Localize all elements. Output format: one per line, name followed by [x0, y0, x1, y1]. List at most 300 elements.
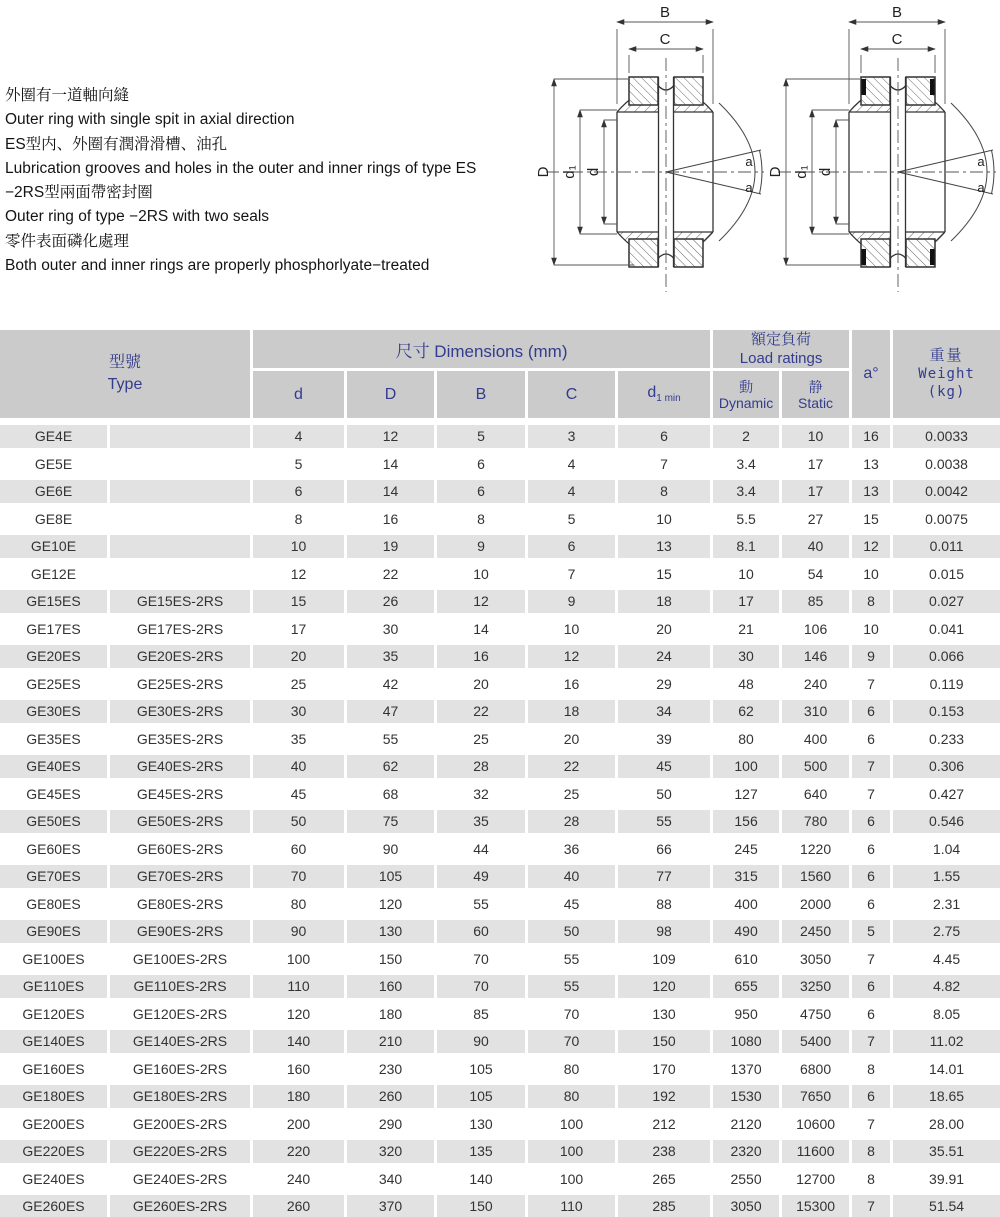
- cell-type: GE120ES: [0, 1003, 110, 1031]
- table-row: [0, 1195, 1000, 1217]
- d1-subscript: 1 min: [656, 393, 681, 405]
- cell-type-2rs: GE160ES-2RS: [110, 1058, 253, 1086]
- cell-angle: 6: [852, 893, 893, 921]
- cell-d1-min: 50: [618, 783, 713, 811]
- cell-d: 40: [253, 755, 347, 783]
- cell-weight: 0.153: [893, 700, 1000, 728]
- cell-type: GE5E: [0, 453, 110, 481]
- cell-angle: 7: [852, 1030, 893, 1058]
- cell-weight: 4.45: [893, 948, 1000, 976]
- cell-angle: 12: [852, 535, 893, 563]
- cell-d1-min: 265: [618, 1168, 713, 1196]
- cell-C: 100: [528, 1140, 618, 1168]
- cell-d: 30: [253, 700, 347, 728]
- cell-weight: 4.82: [893, 975, 1000, 1003]
- cell-angle: 7: [852, 755, 893, 783]
- weight-header-zh: 重量: [929, 347, 964, 364]
- cell-load-dynamic: 950: [713, 1003, 782, 1031]
- cell-d1-min: 130: [618, 1003, 713, 1031]
- cell-type: GE60ES: [0, 838, 110, 866]
- note-line: Outer ring of type −2RS with two seals: [5, 208, 270, 226]
- note-line: −2RS型兩面帶密封圈: [5, 184, 153, 202]
- cell-B: 16: [437, 645, 528, 673]
- cell-load-static: 40: [782, 535, 852, 563]
- note-line: 外圈有一道軸向縫: [5, 87, 130, 104]
- cell-weight: 18.65: [893, 1085, 1000, 1113]
- cell-d: 50: [253, 810, 347, 838]
- cell-B: 130: [437, 1113, 528, 1141]
- cell-angle: 8: [852, 1168, 893, 1196]
- cell-D: 42: [347, 673, 437, 701]
- table-row: [0, 535, 1000, 563]
- cell-C: 36: [528, 838, 618, 866]
- cell-weight: 39.91: [893, 1168, 1000, 1196]
- cell-weight: 51.54: [893, 1195, 1000, 1217]
- cell-B: 55: [437, 893, 528, 921]
- cell-C: 16: [528, 673, 618, 701]
- type-header-zh: 型號: [108, 354, 141, 371]
- table-row: [0, 810, 1000, 838]
- cell-B: 5: [437, 425, 528, 453]
- cell-C: 100: [528, 1113, 618, 1141]
- cell-load-dynamic: 3050: [713, 1195, 782, 1217]
- cell-D: 22: [347, 563, 437, 591]
- cell-C: 55: [528, 948, 618, 976]
- cell-C: 9: [528, 590, 618, 618]
- cell-weight: 0.027: [893, 590, 1000, 618]
- cell-type: GE140ES: [0, 1030, 110, 1058]
- cell-load-static: 17: [782, 480, 852, 508]
- load-header-en: Load ratings: [739, 350, 823, 367]
- cell-type: GE200ES: [0, 1113, 110, 1141]
- cell-C: 40: [528, 865, 618, 893]
- cell-type: GE6E: [0, 480, 110, 508]
- column-header-D: D: [347, 371, 437, 425]
- cell-D: 19: [347, 535, 437, 563]
- cell-D: 16: [347, 508, 437, 536]
- cell-angle: 7: [852, 1195, 893, 1217]
- cell-d1-min: 24: [618, 645, 713, 673]
- cell-d1-min: 109: [618, 948, 713, 976]
- cell-type: GE50ES: [0, 810, 110, 838]
- cell-B: 44: [437, 838, 528, 866]
- cell-type-2rs: GE180ES-2RS: [110, 1085, 253, 1113]
- bearing-diagram-2rs: [770, 0, 1000, 300]
- cell-load-dynamic: 21: [713, 618, 782, 646]
- cell-angle: 7: [852, 783, 893, 811]
- cell-d1-min: 170: [618, 1058, 713, 1086]
- cell-D: 320: [347, 1140, 437, 1168]
- cell-load-dynamic: 610: [713, 948, 782, 976]
- cell-B: 8: [437, 508, 528, 536]
- cell-d: 220: [253, 1140, 347, 1168]
- cell-C: 4: [528, 480, 618, 508]
- table-row: [0, 645, 1000, 673]
- cell-type-2rs: GE50ES-2RS: [110, 810, 253, 838]
- cell-D: 35: [347, 645, 437, 673]
- cell-weight: 0.546: [893, 810, 1000, 838]
- cell-d1-min: 8: [618, 480, 713, 508]
- cell-load-dynamic: 10: [713, 563, 782, 591]
- cell-D: 370: [347, 1195, 437, 1217]
- cell-load-dynamic: 2550: [713, 1168, 782, 1196]
- table-row: [0, 700, 1000, 728]
- cell-load-static: 3050: [782, 948, 852, 976]
- cell-load-static: 6800: [782, 1058, 852, 1086]
- table-row: [0, 865, 1000, 893]
- cell-angle: 6: [852, 810, 893, 838]
- cell-d1-min: 192: [618, 1085, 713, 1113]
- cell-d: 110: [253, 975, 347, 1003]
- table-row: [0, 838, 1000, 866]
- cell-type: GE30ES: [0, 700, 110, 728]
- cell-weight: 2.75: [893, 920, 1000, 948]
- cell-angle: 13: [852, 453, 893, 481]
- cell-d1-min: 238: [618, 1140, 713, 1168]
- cell-d1-min: 88: [618, 893, 713, 921]
- cell-load-static: 780: [782, 810, 852, 838]
- cell-D: 120: [347, 893, 437, 921]
- dynamic-header-zh: 動: [739, 378, 754, 395]
- cell-B: 32: [437, 783, 528, 811]
- cell-d1-min: 45: [618, 755, 713, 783]
- cell-C: 70: [528, 1003, 618, 1031]
- table-row: [0, 1003, 1000, 1031]
- column-header-angle: a°: [852, 330, 893, 425]
- cell-weight: 0.041: [893, 618, 1000, 646]
- cell-d1-min: 34: [618, 700, 713, 728]
- cell-d: 60: [253, 838, 347, 866]
- cell-d: 100: [253, 948, 347, 976]
- cell-type-2rs: [110, 425, 253, 453]
- cell-load-dynamic: 100: [713, 755, 782, 783]
- cell-load-dynamic: 1530: [713, 1085, 782, 1113]
- cell-C: 6: [528, 535, 618, 563]
- cell-B: 70: [437, 948, 528, 976]
- cell-load-static: 400: [782, 728, 852, 756]
- cell-d1-min: 98: [618, 920, 713, 948]
- cell-D: 260: [347, 1085, 437, 1113]
- cell-type: GE4E: [0, 425, 110, 453]
- cell-load-static: 17: [782, 453, 852, 481]
- cell-type-2rs: GE15ES-2RS: [110, 590, 253, 618]
- note-line: Both outer and inner rings are properly phosphorlyate−treated: [5, 257, 430, 275]
- table-row: [0, 453, 1000, 481]
- cell-B: 150: [437, 1195, 528, 1217]
- cell-type: GE110ES: [0, 975, 110, 1003]
- cell-C: 12: [528, 645, 618, 673]
- cell-type-2rs: GE70ES-2RS: [110, 865, 253, 893]
- cell-weight: 14.01: [893, 1058, 1000, 1086]
- cell-type-2rs: [110, 563, 253, 591]
- cell-angle: 10: [852, 618, 893, 646]
- cell-B: 9: [437, 535, 528, 563]
- cell-type: GE70ES: [0, 865, 110, 893]
- table-row: [0, 508, 1000, 536]
- cell-D: 160: [347, 975, 437, 1003]
- cell-d: 8: [253, 508, 347, 536]
- cell-B: 140: [437, 1168, 528, 1196]
- cell-weight: 0.306: [893, 755, 1000, 783]
- cell-angle: 6: [852, 975, 893, 1003]
- cell-angle: 6: [852, 838, 893, 866]
- cell-load-dynamic: 17: [713, 590, 782, 618]
- cell-load-static: 15300: [782, 1195, 852, 1217]
- cell-type: GE10E: [0, 535, 110, 563]
- cell-d1-min: 39: [618, 728, 713, 756]
- table-row: [0, 563, 1000, 591]
- cell-B: 105: [437, 1058, 528, 1086]
- cell-angle: 8: [852, 1140, 893, 1168]
- cell-load-static: 10: [782, 425, 852, 453]
- table-row: [0, 1140, 1000, 1168]
- cell-angle: 9: [852, 645, 893, 673]
- cell-angle: 15: [852, 508, 893, 536]
- column-header-dimensions: 尺寸 Dimensions (mm): [253, 330, 713, 371]
- table-row: [0, 755, 1000, 783]
- cell-B: 10: [437, 563, 528, 591]
- cell-d: 45: [253, 783, 347, 811]
- cell-d1-min: 20: [618, 618, 713, 646]
- cell-load-static: 11600: [782, 1140, 852, 1168]
- cell-type: GE100ES: [0, 948, 110, 976]
- cell-load-dynamic: 655: [713, 975, 782, 1003]
- cell-weight: 0.0038: [893, 453, 1000, 481]
- cell-C: 70: [528, 1030, 618, 1058]
- table-row: [0, 948, 1000, 976]
- spec-table-body: [0, 425, 1000, 1217]
- cell-d: 12: [253, 563, 347, 591]
- cell-d: 120: [253, 1003, 347, 1031]
- cell-type-2rs: GE35ES-2RS: [110, 728, 253, 756]
- cell-D: 340: [347, 1168, 437, 1196]
- cell-type: GE45ES: [0, 783, 110, 811]
- cell-d: 200: [253, 1113, 347, 1141]
- weight-header-en: Weight: [918, 366, 975, 382]
- cell-B: 25: [437, 728, 528, 756]
- table-row: [0, 673, 1000, 701]
- d1-base: d: [647, 384, 657, 402]
- cell-type: GE90ES: [0, 920, 110, 948]
- cell-type-2rs: GE140ES-2RS: [110, 1030, 253, 1058]
- static-header-zh: 静: [808, 378, 823, 395]
- note-line: 零件表面磷化處理: [5, 232, 130, 250]
- cell-d1-min: 285: [618, 1195, 713, 1217]
- note-line: ES型内、外圈有潤滑滑槽、油孔: [5, 135, 228, 153]
- cell-type-2rs: GE45ES-2RS: [110, 783, 253, 811]
- cell-load-static: 7650: [782, 1085, 852, 1113]
- cell-D: 90: [347, 838, 437, 866]
- cell-type-2rs: GE90ES-2RS: [110, 920, 253, 948]
- cell-load-dynamic: 80: [713, 728, 782, 756]
- cell-B: 49: [437, 865, 528, 893]
- cell-D: 26: [347, 590, 437, 618]
- load-header-zh: 額定負荷: [751, 331, 812, 348]
- weight-header-unit: (kg): [927, 384, 966, 400]
- cell-type-2rs: GE17ES-2RS: [110, 618, 253, 646]
- cell-d1-min: 120: [618, 975, 713, 1003]
- cell-D: 230: [347, 1058, 437, 1086]
- cell-D: 62: [347, 755, 437, 783]
- cell-d: 70: [253, 865, 347, 893]
- cell-d: 90: [253, 920, 347, 948]
- cell-angle: 8: [852, 1058, 893, 1086]
- cell-load-static: 85: [782, 590, 852, 618]
- cell-type: GE12E: [0, 563, 110, 591]
- cell-d: 240: [253, 1168, 347, 1196]
- cell-d1-min: 7: [618, 453, 713, 481]
- cell-weight: 1.04: [893, 838, 1000, 866]
- cell-d: 20: [253, 645, 347, 673]
- spec-table: [0, 330, 1000, 1217]
- cell-weight: 8.05: [893, 1003, 1000, 1031]
- cell-d: 25: [253, 673, 347, 701]
- cell-load-dynamic: 2: [713, 425, 782, 453]
- table-row: [0, 618, 1000, 646]
- cell-angle: 7: [852, 673, 893, 701]
- cell-weight: 0.427: [893, 783, 1000, 811]
- cell-type: GE35ES: [0, 728, 110, 756]
- cell-type-2rs: GE240ES-2RS: [110, 1168, 253, 1196]
- cell-load-dynamic: 315: [713, 865, 782, 893]
- cell-type-2rs: GE110ES-2RS: [110, 975, 253, 1003]
- cell-load-dynamic: 2320: [713, 1140, 782, 1168]
- cell-C: 50: [528, 920, 618, 948]
- cell-D: 105: [347, 865, 437, 893]
- cell-d1-min: 66: [618, 838, 713, 866]
- cell-load-static: 5400: [782, 1030, 852, 1058]
- cell-D: 150: [347, 948, 437, 976]
- cell-type-2rs: GE200ES-2RS: [110, 1113, 253, 1141]
- column-header-static: [782, 371, 852, 425]
- cell-type: GE20ES: [0, 645, 110, 673]
- cell-C: 22: [528, 755, 618, 783]
- cell-B: 20: [437, 673, 528, 701]
- cell-angle: 10: [852, 563, 893, 591]
- cell-angle: 6: [852, 1085, 893, 1113]
- cell-B: 105: [437, 1085, 528, 1113]
- cell-C: 80: [528, 1058, 618, 1086]
- cell-D: 130: [347, 920, 437, 948]
- cell-d1-min: 18: [618, 590, 713, 618]
- cell-load-static: 310: [782, 700, 852, 728]
- table-row: [0, 425, 1000, 453]
- cell-load-dynamic: 62: [713, 700, 782, 728]
- cell-d: 5: [253, 453, 347, 481]
- cell-D: 68: [347, 783, 437, 811]
- cell-D: 55: [347, 728, 437, 756]
- cell-B: 60: [437, 920, 528, 948]
- cell-C: 10: [528, 618, 618, 646]
- cell-type: GE240ES: [0, 1168, 110, 1196]
- cell-weight: 0.011: [893, 535, 1000, 563]
- cell-type: GE8E: [0, 508, 110, 536]
- cell-angle: 6: [852, 700, 893, 728]
- cell-type: GE40ES: [0, 755, 110, 783]
- cell-d1-min: 55: [618, 810, 713, 838]
- cell-load-dynamic: 5.5: [713, 508, 782, 536]
- cell-D: 14: [347, 480, 437, 508]
- cell-type-2rs: GE220ES-2RS: [110, 1140, 253, 1168]
- cell-B: 14: [437, 618, 528, 646]
- cell-angle: 16: [852, 425, 893, 453]
- cell-angle: 8: [852, 590, 893, 618]
- cell-load-static: 146: [782, 645, 852, 673]
- cell-weight: 1.55: [893, 865, 1000, 893]
- cell-load-static: 10600: [782, 1113, 852, 1141]
- type-header-en: Type: [107, 376, 143, 393]
- cell-C: 55: [528, 975, 618, 1003]
- cell-d: 35: [253, 728, 347, 756]
- cell-load-dynamic: 3.4: [713, 453, 782, 481]
- cell-D: 14: [347, 453, 437, 481]
- cell-B: 35: [437, 810, 528, 838]
- cell-load-dynamic: 400: [713, 893, 782, 921]
- cell-angle: 7: [852, 1113, 893, 1141]
- column-header-load-ratings: [713, 330, 852, 371]
- cell-type-2rs: GE20ES-2RS: [110, 645, 253, 673]
- cell-type-2rs: GE100ES-2RS: [110, 948, 253, 976]
- cell-d: 160: [253, 1058, 347, 1086]
- cell-C: 100: [528, 1168, 618, 1196]
- cell-load-static: 1220: [782, 838, 852, 866]
- cell-weight: 0.066: [893, 645, 1000, 673]
- cell-d1-min: 29: [618, 673, 713, 701]
- cell-load-dynamic: 30: [713, 645, 782, 673]
- cell-type: GE80ES: [0, 893, 110, 921]
- column-header-d: d: [253, 371, 347, 425]
- cell-load-dynamic: 245: [713, 838, 782, 866]
- column-header-C: C: [528, 371, 618, 425]
- cell-D: 180: [347, 1003, 437, 1031]
- cell-load-static: 3250: [782, 975, 852, 1003]
- cell-load-dynamic: 2120: [713, 1113, 782, 1141]
- cell-d1-min: 6: [618, 425, 713, 453]
- column-header-weight: [893, 330, 1000, 425]
- cell-load-dynamic: 8.1: [713, 535, 782, 563]
- cell-D: 75: [347, 810, 437, 838]
- cell-load-static: 1560: [782, 865, 852, 893]
- cell-type-2rs: GE40ES-2RS: [110, 755, 253, 783]
- cell-d: 80: [253, 893, 347, 921]
- cell-angle: 5: [852, 920, 893, 948]
- column-header-dynamic: [713, 371, 782, 425]
- cell-type-2rs: GE60ES-2RS: [110, 838, 253, 866]
- cell-B: 6: [437, 453, 528, 481]
- cell-type-2rs: GE120ES-2RS: [110, 1003, 253, 1031]
- cell-B: 28: [437, 755, 528, 783]
- table-row: [0, 480, 1000, 508]
- cell-type-2rs: GE80ES-2RS: [110, 893, 253, 921]
- cell-d: 10: [253, 535, 347, 563]
- cell-C: 4: [528, 453, 618, 481]
- table-row: [0, 975, 1000, 1003]
- cell-C: 7: [528, 563, 618, 591]
- table-row: [0, 728, 1000, 756]
- cell-type-2rs: GE25ES-2RS: [110, 673, 253, 701]
- cell-load-static: 2450: [782, 920, 852, 948]
- cell-C: 80: [528, 1085, 618, 1113]
- cell-d: 180: [253, 1085, 347, 1113]
- column-header-d1-min: [618, 371, 713, 425]
- cell-weight: 28.00: [893, 1113, 1000, 1141]
- cell-C: 28: [528, 810, 618, 838]
- cell-weight: 35.51: [893, 1140, 1000, 1168]
- cell-load-dynamic: 48: [713, 673, 782, 701]
- cell-weight: 0.233: [893, 728, 1000, 756]
- cell-load-dynamic: 1080: [713, 1030, 782, 1058]
- cell-load-static: 640: [782, 783, 852, 811]
